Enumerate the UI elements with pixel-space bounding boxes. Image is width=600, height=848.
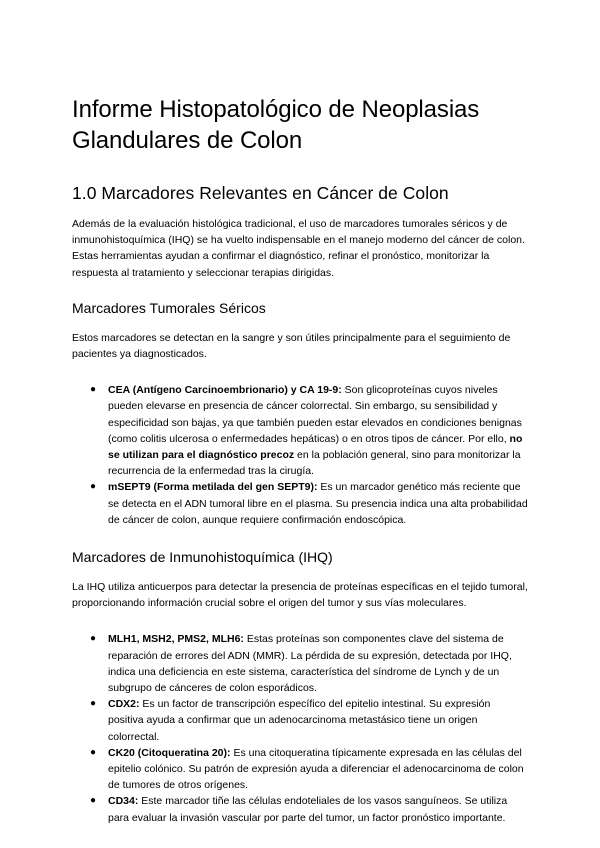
serum-markers-heading: Marcadores Tumorales Séricos: [72, 299, 266, 316]
bullet-icon: ●: [90, 384, 97, 396]
ihq-markers-intro: La IHQ utiliza anticuerpos para detectar la presencia de proteínas específicas en el tejido tumoral, proporcionando información crucial sobre el origen del tumor y sus vías moleculares.: [72, 581, 528, 610]
marker-term: CEA (Antígeno Carcinoembrionario) y CA 19-9:: [108, 384, 342, 397]
marker-term: CD34:: [108, 795, 139, 808]
marker-term: CDX2:: [108, 698, 140, 711]
marker-description: Es un factor de transcripción específico del epitelio intestinal. Su expresión positiva ayuda a confirmar que un adenocarcinoma metastásico tiene un origen colorrectal.: [108, 698, 491, 743]
marker-term: CK20 (Citoqueratina 20):: [108, 746, 231, 759]
marker-description: Este marcador tiñe las células endoteliales de los vasos sanguíneos. Se utiliza para evaluar la invasión vascular por parte del tumor, un factor pronóstico importante.: [108, 795, 508, 824]
intro-paragraph: Además de la evaluación histológica tradicional, el uso de marcadores tumorales séricos y de inmunohistoquímica (IHQ) se ha vuelto indispensable en el manejo moderno del cáncer de colon. Estas herramientas ayudan a confirmar el diagnóstico, refinar el pronóstico, monitorizar la respuesta al tratamiento y seleccionar terapias dirigidas.: [72, 218, 525, 279]
list-item-msept9: [90, 479, 528, 528]
section-heading: 1.0 Marcadores Relevantes en Cáncer de Colon: [72, 183, 449, 203]
marker-term: MLH1, MSH2, PMS2, MLH6:: [108, 633, 244, 646]
marker-description: Es un marcador genético más reciente que se detecta en el ADN tumoral libre en el plasma. Su presencia indica una alta probabilidad de cáncer de colon, aunque requiere confirmación endoscópica.: [108, 481, 528, 526]
bullet-icon: ●: [90, 481, 97, 493]
marker-description: Son glicoproteínas cuyos niveles pueden elevarse en presencia de cáncer colorrectal. Sin embargo, su sensibilidad y especificidad son bajas, ya que también pueden estar elevados en condiciones benignas (como colitis ulcerosa o enfermedades hepáticas) o en otros tipos de cáncer. Por ello,: [108, 384, 522, 445]
serum-markers-intro: Estos marcadores se detectan en la sangre y son útiles principalmente para el seguimiento de pacientes ya diagnosticados.: [72, 331, 511, 361]
document-title: Informe Histopatológico de Neoplasias Glandulares de Colon: [72, 96, 480, 154]
ihq-markers-heading: Marcadores de Inmunohistoquímica (IHQ): [72, 549, 333, 566]
bullet-icon: ●: [90, 795, 97, 807]
marker-description-end: en la población general, sino para monitorizar la recurrencia de la enfermedad tras la cirugía.: [108, 449, 521, 478]
list-item-ck20: [90, 745, 528, 794]
serum-markers-list: [72, 382, 528, 528]
list-item-cdx2: [90, 696, 528, 745]
list-item-cea: [90, 382, 528, 479]
bullet-icon: ●: [90, 633, 97, 645]
bullet-icon: ●: [90, 746, 97, 758]
list-item-cd34: [90, 793, 528, 825]
list-item-mmr: [90, 631, 528, 696]
marker-description: Es una citoqueratina típicamente expresada en las células del epitelio colónico. Su patrón de expresión ayuda a diferenciar el adenocarcinoma de colon de tumores de otros orígenes.: [108, 746, 524, 792]
marker-term: mSEPT9 (Forma metilada del gen SEPT9):: [108, 481, 318, 494]
marker-emphasis: no se utilizan para el diagnóstico precoz: [108, 432, 523, 462]
bullet-icon: ●: [90, 698, 97, 710]
ihq-markers-list: [72, 631, 528, 825]
marker-description: Estas proteínas son componentes clave del sistema de reparación de errores del ADN (MMR). La pérdida de su expresión, detectada por IHQ, indica una deficiencia en este sistema, característica del síndrome de Lynch y de un subgrupo de cánceres de colon esporádicos.: [108, 633, 512, 695]
